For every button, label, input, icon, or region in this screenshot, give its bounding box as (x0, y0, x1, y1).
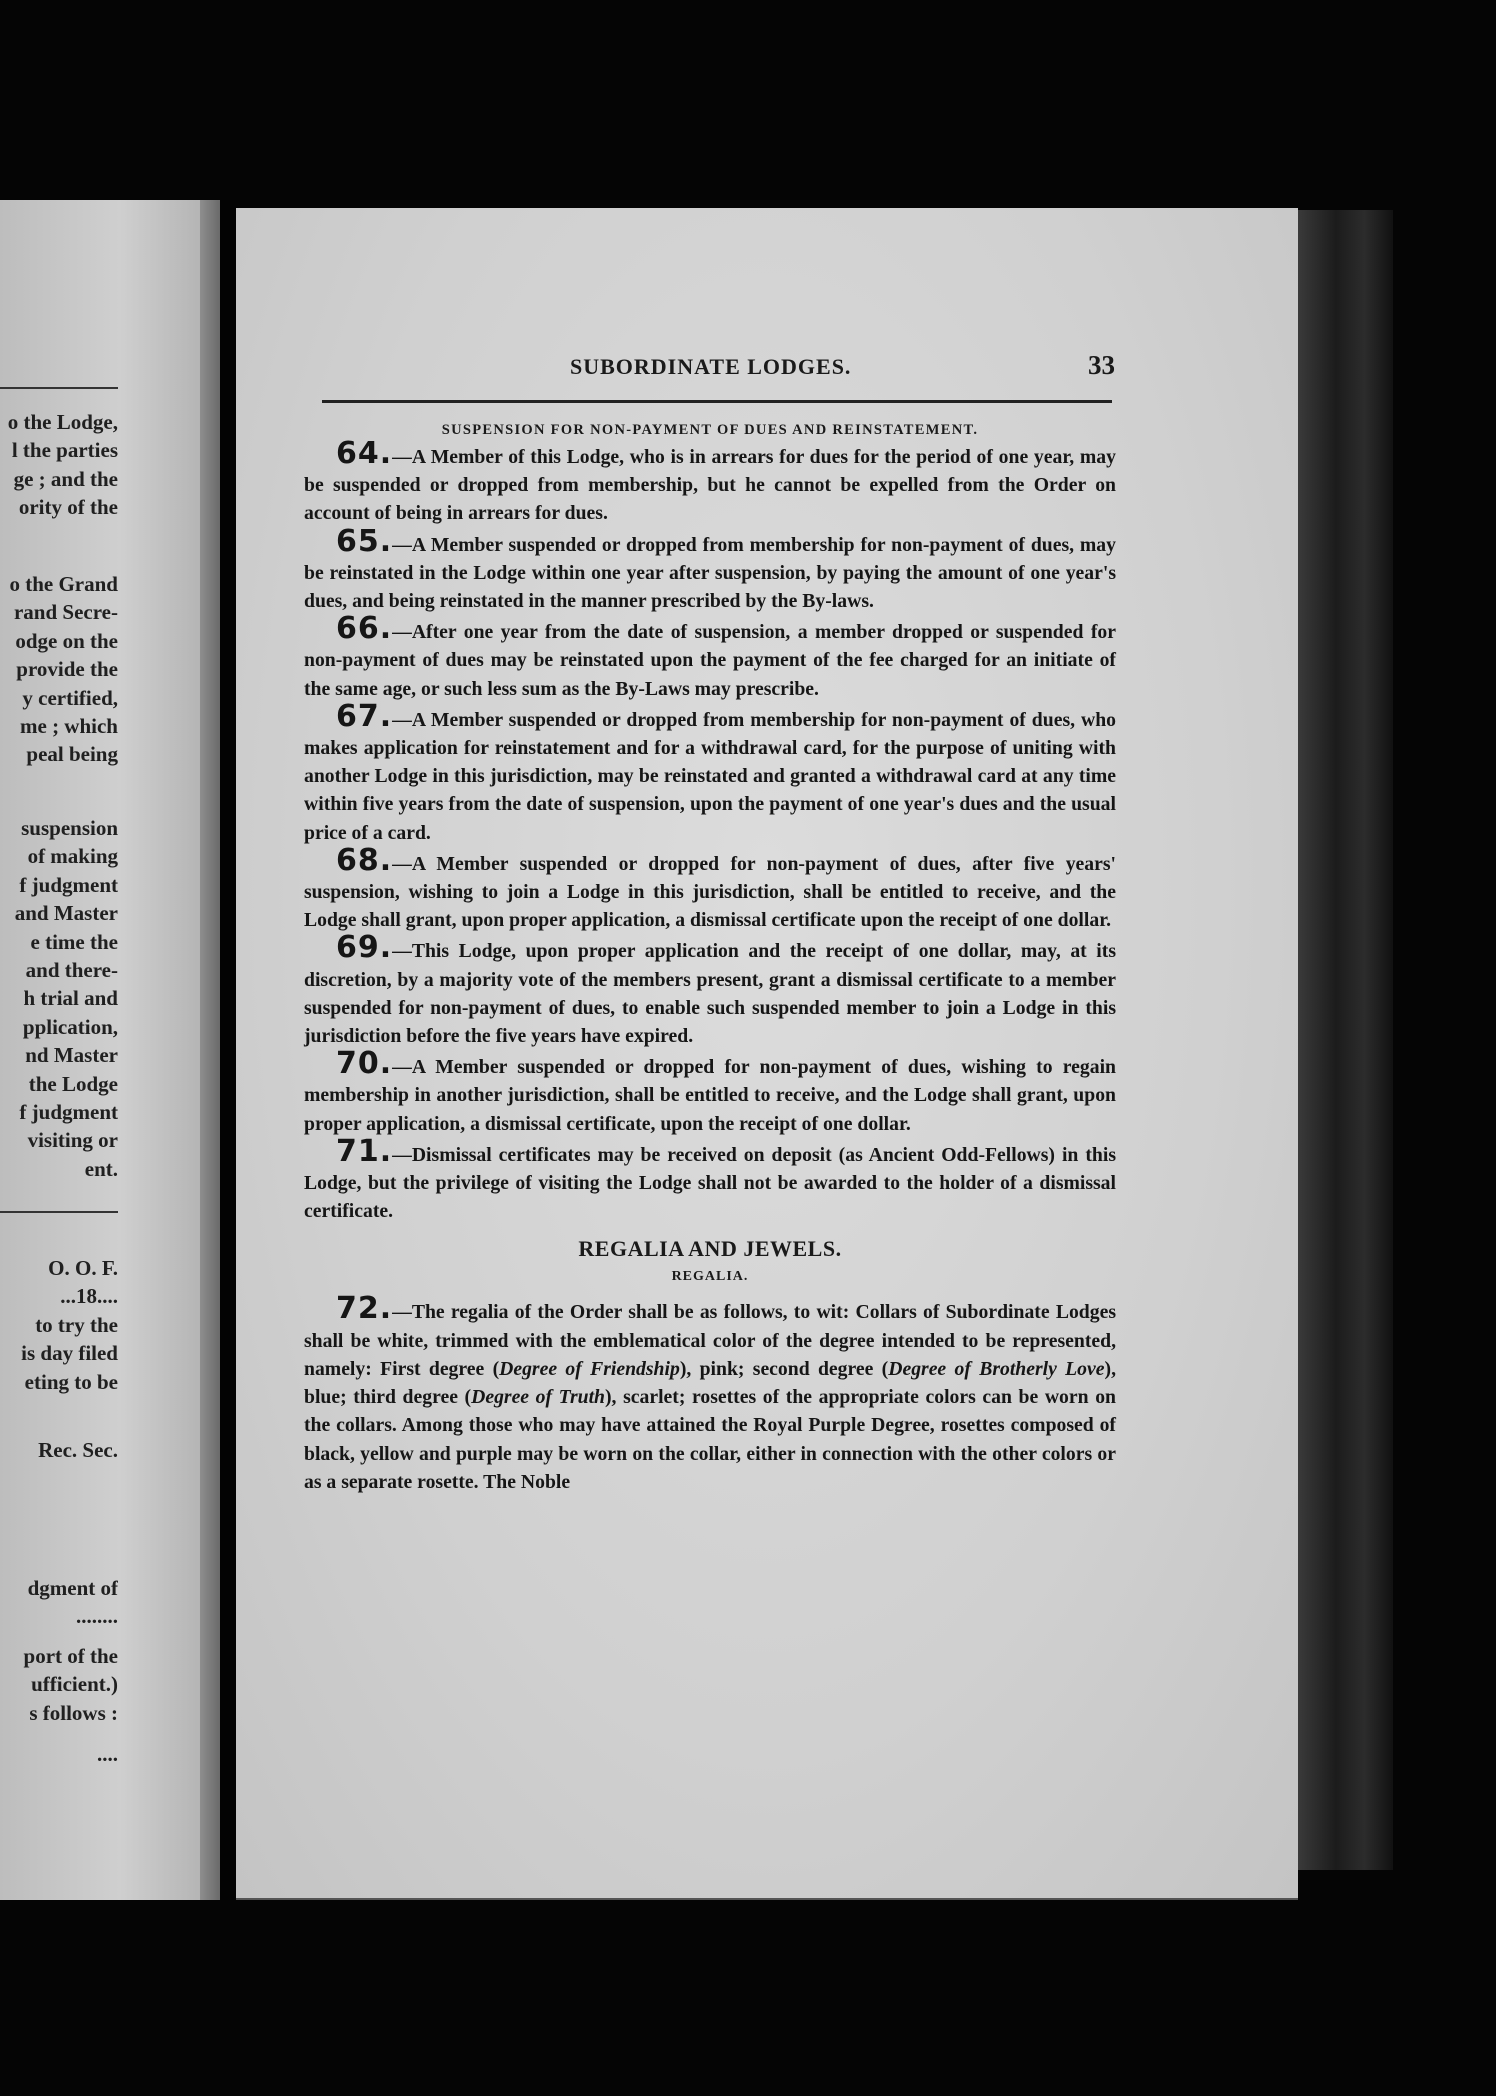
page-content (304, 420, 1116, 1496)
section-number: 67. (336, 698, 393, 734)
left-line: .... (97, 1742, 118, 1766)
left-line: visiting or (27, 1128, 118, 1153)
paragraph-text: —This Lodge, upon proper application and the receipt of one dollar, may, at its discretion, by a majority vote of the members present, grant a dismissal certificate to a member suspended for non-payment of dues, to enable such suspended member to join a Lodge in this jurisdiction before the five years have expired. (304, 940, 1116, 1048)
italic-degree-name: Degree of Brotherly Love (888, 1357, 1105, 1380)
left-line: ...18.... (60, 1284, 118, 1309)
left-line: rand Secre- (13, 600, 118, 625)
left-page-block-5 (0, 1436, 118, 1464)
regalia-heading: REGALIA AND JEWELS. (578, 1236, 842, 1262)
left-page-block-8 (0, 1740, 118, 1768)
left-line: peal being (26, 742, 118, 767)
left-line: suspension (21, 816, 118, 840)
paragraph-text: —Dismissal certificates may be received on deposit (as Ancient Odd-Fellows) in this Lodge, but the privilege of visiting the Lodge shall not be awarded to the holder of a dismissal certificate. (304, 1143, 1116, 1223)
left-line: and there- (25, 958, 118, 983)
left-line: eting to be (24, 1369, 118, 1394)
running-title: SUBORDINATE LODGES. (570, 354, 852, 379)
section-number: 70. (336, 1046, 393, 1082)
paragraph-71 (304, 1133, 1116, 1226)
left-line: O. O. F. (48, 1256, 118, 1280)
regalia-subheading: REGALIA. (671, 1269, 749, 1285)
paragraph-69 (304, 930, 1116, 1050)
left-page-rule (0, 387, 118, 389)
left-line: ority of the (18, 495, 118, 520)
right-page-edge (1298, 210, 1393, 1870)
italic-degree-name: Degree of Truth (471, 1386, 605, 1409)
page-number: 33 (1088, 350, 1115, 380)
left-line: nd Master (25, 1043, 118, 1068)
running-head (236, 348, 1298, 388)
left-line: ........ (76, 1604, 118, 1629)
section-number: 68. (336, 842, 393, 878)
left-page-block-7 (0, 1642, 118, 1727)
left-facing-page (0, 200, 200, 1900)
section-number: 69. (336, 930, 393, 966)
left-line: the Lodge (28, 1071, 118, 1096)
section-number: 66. (336, 611, 393, 647)
left-line: s follows : (29, 1700, 118, 1725)
paragraph-text: ), pink; second degree ( (679, 1357, 889, 1380)
paragraph-65 (304, 523, 1116, 616)
italic-degree-name: Degree of Friendship (499, 1357, 680, 1380)
paragraph-66 (304, 611, 1116, 703)
left-line: provide the (16, 657, 118, 682)
paragraph-text: ), blue; third degree ( (304, 1357, 1116, 1409)
paragraph-70 (304, 1046, 1116, 1138)
paragraph-text: —After one year from the date of suspension, a member dropped or suspended for non-payment of dues may be reinstated upon the payment of the fee charged for an initiate of the same age, or such less sum as the By-Laws may prescribe. (304, 621, 1116, 700)
left-line: y certified, (22, 685, 118, 710)
left-line: f judgment (19, 872, 118, 897)
left-page-block-2 (0, 570, 118, 769)
section-number: 65. (336, 523, 393, 559)
left-line: ufficient.) (31, 1672, 118, 1697)
left-line: dgment of (27, 1576, 118, 1600)
left-page-edge (200, 200, 220, 1900)
section-number: 64. (336, 436, 393, 471)
left-line: f judgment (19, 1100, 118, 1125)
left-page-block-1 (0, 408, 118, 522)
paragraph-text: ), scarlet; rosettes of the appropriate colors can be worn on the collars. Among those who may have attained the Royal Purple Degree, rosettes composed of black, yellow and purple may be worn on the collar, either in connection with the other colors or as a separate rosette. The Noble (304, 1386, 1116, 1493)
left-line: me ; which (20, 714, 118, 739)
left-line: to try the (35, 1312, 118, 1337)
main-page (236, 208, 1298, 1898)
left-page-rule (0, 1211, 118, 1213)
section-number: 72. (336, 1291, 393, 1327)
left-line: l the parties (11, 438, 118, 463)
paragraph-72 (304, 1291, 1116, 1495)
left-line: odge on the (15, 628, 118, 653)
left-page-block-4 (0, 1254, 118, 1396)
left-page-block-6 (0, 1574, 118, 1631)
left-line: o the Lodge, (7, 410, 118, 434)
left-line: of making (27, 844, 118, 869)
paragraph-68 (304, 842, 1116, 935)
left-line: port of the (23, 1644, 118, 1668)
left-line: pplication, (22, 1014, 118, 1039)
left-line: h trial and (23, 986, 118, 1011)
paragraph-67 (304, 698, 1116, 847)
left-line: ent. (84, 1156, 118, 1181)
left-line: ge ; and the (13, 466, 118, 491)
paragraph-64 (304, 436, 1116, 528)
paragraph-text: —A Member suspended or dropped for non-payment of dues, after five years' suspension, wishing to join a Lodge in this jurisdiction, shall be entitled to receive, and the Lodge shall grant, upon proper application, a dismissal certificate upon the receipt of one dollar. (304, 852, 1116, 932)
paragraph-text: —A Member suspended or dropped from membership for non-payment of dues, may be reinstated in the Lodge within one year after suspension, by paying the amount of one year's dues, and being reinstated in the manner prescribed by the By-laws. (304, 533, 1116, 613)
left-page-block-3 (0, 814, 118, 1183)
paragraph-text: —The regalia of the Order shall be as follows, to wit: Collars of Subordinate Lodges shall be white, trimmed with the emblematical color of the degree intended to be represented, namely: First degree ( (304, 1301, 1116, 1380)
header-rule (322, 400, 1112, 403)
paragraph-text: —A Member suspended or dropped for non-payment of dues, wishing to regain membership in another jurisdiction, shall be entitled to receive, and the Lodge shall grant, upon proper application, a dismissal certificate, upon the receipt of one dollar. (304, 1056, 1116, 1135)
left-line: is day filed (21, 1341, 118, 1366)
left-line: Rec. Sec. (38, 1438, 118, 1462)
left-line: o the Grand (9, 572, 118, 596)
page-bottom-edge (236, 1898, 1298, 1900)
section-number: 71. (336, 1133, 393, 1169)
left-line: and Master (14, 901, 118, 926)
paragraph-text: —A Member suspended or dropped from membership for non-payment of dues, who makes application for reinstatement and for a withdrawal card, for the purpose of uniting with another Lodge in this jurisdiction, may be reinstated and granted a withdrawal card at any time within five years from the date of suspension, upon the payment of one year's dues and the usual price of a card. (304, 708, 1116, 844)
section-heading: SUSPENSION FOR NON-PAYMENT OF DUES AND REINSTATEMENT. (441, 422, 979, 438)
left-line: e time the (30, 929, 118, 954)
paragraph-text: —A Member of this Lodge, who is in arrears for dues for the period of one year, may be suspended or dropped from membership, but he cannot be expelled from the Order on account of being in arrears for dues. (304, 446, 1116, 525)
